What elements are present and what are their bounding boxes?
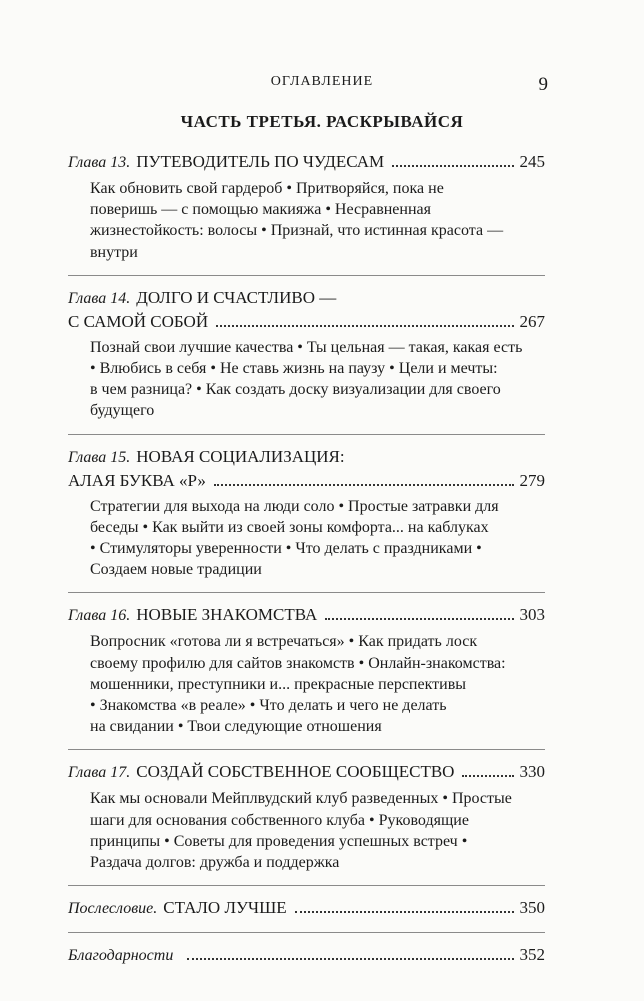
dot-leader <box>295 911 514 913</box>
afterword-page: 350 <box>519 898 545 918</box>
toc-line <box>68 603 545 627</box>
description-line: беседы • Как выйти из своей зоны комфорта... на каблуках <box>90 518 489 536</box>
table-of-contents <box>68 150 545 989</box>
chapter-page: 279 <box>519 470 545 490</box>
description-line: Создаем новые традиции <box>90 561 262 579</box>
description-line: Как мы основали Мейплвудский клуб разведенных • Простые <box>90 790 512 808</box>
page-number: 9 <box>538 74 548 95</box>
toc-entry-chapter-14[interactable] <box>68 286 545 435</box>
chapter-description <box>68 631 545 737</box>
part-title: ЧАСТЬ ТРЕТЬЯ. РАСКРЫВАЙСЯ <box>180 112 464 131</box>
dot-leader <box>462 775 513 777</box>
chapter-page: 267 <box>519 311 545 331</box>
chapter-description <box>68 788 545 873</box>
toc-entry-chapter-16[interactable] <box>68 603 545 750</box>
toc-line <box>68 445 545 469</box>
description-line: на свидании • Твои следующие отношения <box>90 718 382 736</box>
toc-line <box>68 150 545 174</box>
description-line: принципы • Советы для проведения успешных встреч • <box>90 832 468 850</box>
chapter-description <box>68 496 545 581</box>
description-line: Познай свои лучшие качества • Ты цельная — такая, какая есть <box>90 338 523 356</box>
chapter-title: ДОЛГО И СЧАСТЛИВО — <box>136 287 337 307</box>
description-line: • Стимуляторы уверенности • Что делать с праздниками • <box>90 540 482 558</box>
chapter-title: НОВАЯ СОЦИАЛИЗАЦИЯ: <box>136 446 345 466</box>
chapter-title-continued: АЛАЯ БУКВА «Р» <box>68 470 206 490</box>
chapter-label: Глава 17. <box>68 764 131 782</box>
toc-line <box>68 943 545 967</box>
toc-line <box>68 310 545 333</box>
dot-leader <box>392 165 513 167</box>
description-line: • Влюбись в себя • Не ставь жизнь на паузу • Цели и мечты: <box>90 360 498 378</box>
dot-leader <box>216 325 513 327</box>
description-line: мошенники, преступники и... прекрасные перспективы <box>90 675 467 693</box>
chapter-title: СОЗДАЙ СОБСТВЕННОЕ СООБЩЕСТВО <box>136 762 455 782</box>
description-line: Как обновить свой гардероб • Притворяйся, пока не <box>90 180 444 197</box>
toc-entry-acknowledgments[interactable] <box>68 943 545 979</box>
toc-entry-chapter-17[interactable] <box>68 760 545 886</box>
chapter-page: 303 <box>519 605 545 625</box>
chapter-label: Глава 16. <box>68 607 131 625</box>
dot-leader <box>325 618 513 620</box>
dot-leader <box>214 484 514 486</box>
toc-line <box>68 760 545 784</box>
afterword-label: Послесловие. <box>68 900 158 918</box>
dot-leader <box>187 958 513 960</box>
chapter-page: 245 <box>519 152 545 171</box>
toc-entry-chapter-13[interactable] <box>68 150 545 276</box>
chapter-label: Глава 15. <box>68 448 131 466</box>
chapter-label: Глава 13. <box>68 154 131 171</box>
description-line: Стратегии для выхода на люди соло • Простые затравки для <box>90 497 499 515</box>
description-line: • Знакомства «в реале» • Что делать и чего не делать <box>90 697 447 715</box>
acknowledgments-label: Благодарности <box>68 947 174 965</box>
description-line: Раздача долгов: дружба и поддержка <box>90 854 340 872</box>
toc-entry-afterword[interactable] <box>68 896 545 933</box>
toc-entry-chapter-15[interactable] <box>68 445 545 594</box>
chapter-title: ПУТЕВОДИТЕЛЬ ПО ЧУДЕСАМ <box>136 152 385 171</box>
afterword-title: СТАЛО ЛУЧШЕ <box>163 898 287 918</box>
chapter-page: 330 <box>519 762 545 782</box>
running-header: ОГЛАВЛЕНИЕ <box>270 74 374 89</box>
description-line: шаги для основания собственного клуба • Руководящие <box>90 811 469 829</box>
chapter-title-continued: С САМОЙ СОБОЙ <box>68 311 209 331</box>
chapter-title: НОВЫЕ ЗНАКОМСТВА <box>136 605 318 625</box>
description-line: Вопросник «готова ли я встречаться» • Как придать лоск <box>90 633 478 651</box>
description-line: жизнестойкость: волосы • Признай, что истинная красота — <box>90 222 504 240</box>
toc-line <box>68 286 545 310</box>
toc-line <box>68 469 545 492</box>
chapter-label: Глава 14. <box>68 289 131 307</box>
toc-line <box>68 896 545 920</box>
description-line: своему профилю для сайтов знакомств • Онлайн-знакомства: <box>90 654 506 672</box>
acknowledgments-page: 352 <box>519 945 545 965</box>
description-line: поверишь — с помощью макияжа • Несравненная <box>90 201 431 219</box>
chapter-description <box>68 337 545 422</box>
description-line: в чем разница? • Как создать доску визуализации для своего <box>90 381 501 399</box>
description-line: будущего <box>90 402 155 420</box>
description-line: внутри <box>90 243 138 261</box>
chapter-description <box>68 178 545 263</box>
